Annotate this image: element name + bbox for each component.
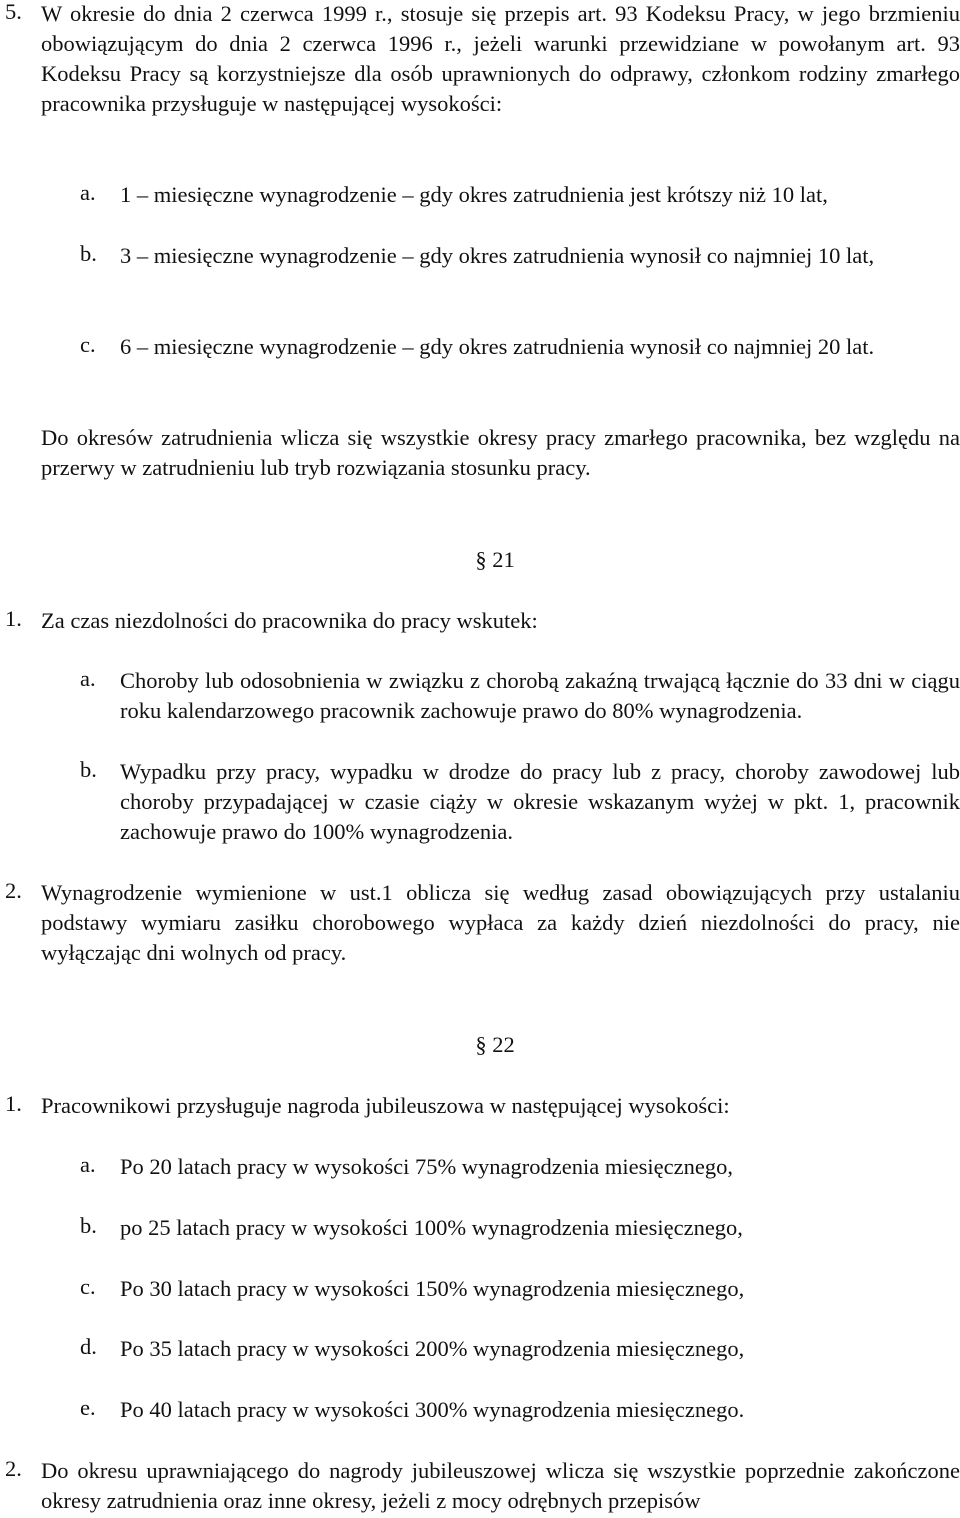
paragraph-number: 1.	[5, 1091, 22, 1116]
paragraph-5	[5, 0, 960, 119]
item-text: Po 20 latach pracy w wysokości 75% wynagrodzenia miesięcznego,	[120, 1154, 733, 1179]
paragraph-number: 2.	[5, 1456, 22, 1481]
list-item	[80, 1152, 960, 1182]
paragraph-number: 5.	[5, 0, 22, 24]
section-heading: § 21	[475, 547, 515, 572]
paragraph-2	[5, 878, 960, 968]
list-item	[80, 180, 960, 210]
item-label: a.	[80, 666, 96, 691]
item-label: d.	[80, 1334, 97, 1359]
item-label: c.	[80, 332, 96, 357]
item-text: Po 35 latach pracy w wysokości 200% wynagrodzenia miesięcznego,	[120, 1336, 745, 1361]
item-text: Choroby lub odosobnienia w związku z chorobą zakaźną trwającą łącznie do 33 dni w ciągu roku kalendarzowego pracownik zachowuje prawo do 80% wynagrodzenia.	[120, 668, 960, 723]
item-label: e.	[80, 1395, 96, 1420]
section-heading: § 22	[475, 1032, 515, 1057]
list-item	[80, 241, 960, 271]
closing-paragraph: Do okresów zatrudnienia wlicza się wszystkie okresy pracy zmarłego pracownika, bez względu na przerwy w zatrudnieniu lub tryb rozwiązania stosunku pracy.	[41, 425, 960, 480]
item-label: b.	[80, 241, 97, 266]
paragraph-text: W okresie do dnia 2 czerwca 1999 r., stosuje się przepis art. 93 Kodeksu Pracy, w jego brzmieniu obowiązującym do dnia 2 czerwca 1996 r., jeżeli warunki przewidziane w powołanym art. 93 Kodeksu Pracy są korzystniejsze dla osób uprawnionych do odprawy, członkom rodziny zmarłego pracownika przysługuje w następującej wysokości:	[41, 1, 960, 116]
paragraph-2	[5, 1456, 960, 1516]
list-item	[80, 666, 960, 726]
item-text: 1 – miesięczne wynagrodzenie – gdy okres zatrudnienia jest krótszy niż 10 lat,	[120, 182, 828, 207]
paragraph-number: 1.	[5, 606, 22, 631]
item-label: a.	[80, 180, 96, 205]
paragraph-number: 2.	[5, 878, 22, 903]
item-label: a.	[80, 1152, 96, 1177]
paragraph-text: Za czas niezdolności do pracownika do pracy wskutek:	[41, 608, 538, 633]
item-text: 3 – miesięczne wynagrodzenie – gdy okres zatrudnienia wynosił co najmniej 10 lat,	[120, 243, 875, 268]
item-label: b.	[80, 1213, 97, 1238]
item-text: Wypadku przy pracy, wypadku w drodze do pracy lub z pracy, choroby zawodowej lub choroby przypadającej w czasie ciąży w okresie wskazanym wyżej w pkt. 1, pracownik zachowuje prawo do 100% wynagrodzenia.	[120, 759, 960, 844]
list-item	[80, 757, 960, 847]
item-text: 6 – miesięczne wynagrodzenie – gdy okres zatrudnienia wynosił co najmniej 20 lat.	[120, 334, 875, 359]
paragraph-1	[5, 1091, 960, 1121]
item-text: Po 40 latach pracy w wysokości 300% wynagrodzenia miesięcznego.	[120, 1397, 745, 1422]
list-item	[80, 1274, 960, 1304]
paragraph-text: Wynagrodzenie wymienione w ust.1 oblicza się według zasad obowiązujących przy ustalaniu podstawy wymiaru zasiłku chorobowego wypłaca za każdy dzień niezdolności do pracy, nie wyłączając dni wolnych od pracy.	[41, 880, 960, 965]
item-label: b.	[80, 757, 97, 782]
list-item	[80, 1395, 960, 1425]
list-item	[80, 1334, 960, 1364]
item-text: Po 30 latach pracy w wysokości 150% wynagrodzenia miesięcznego,	[120, 1276, 745, 1301]
list-item	[80, 1213, 960, 1243]
paragraph-text: Do okresu uprawniającego do nagrody jubileuszowej wlicza się wszystkie poprzednie zakończone okresy zatrudnienia oraz inne okresy, jeżeli z mocy odrębnych przepisów	[41, 1458, 960, 1513]
item-label: c.	[80, 1274, 96, 1299]
paragraph-1	[5, 606, 960, 636]
paragraph-text: Pracownikowi przysługuje nagroda jubileuszowa w następującej wysokości:	[41, 1093, 730, 1118]
item-text: po 25 latach pracy w wysokości 100% wynagrodzenia miesięcznego,	[120, 1215, 743, 1240]
list-item	[80, 332, 960, 362]
